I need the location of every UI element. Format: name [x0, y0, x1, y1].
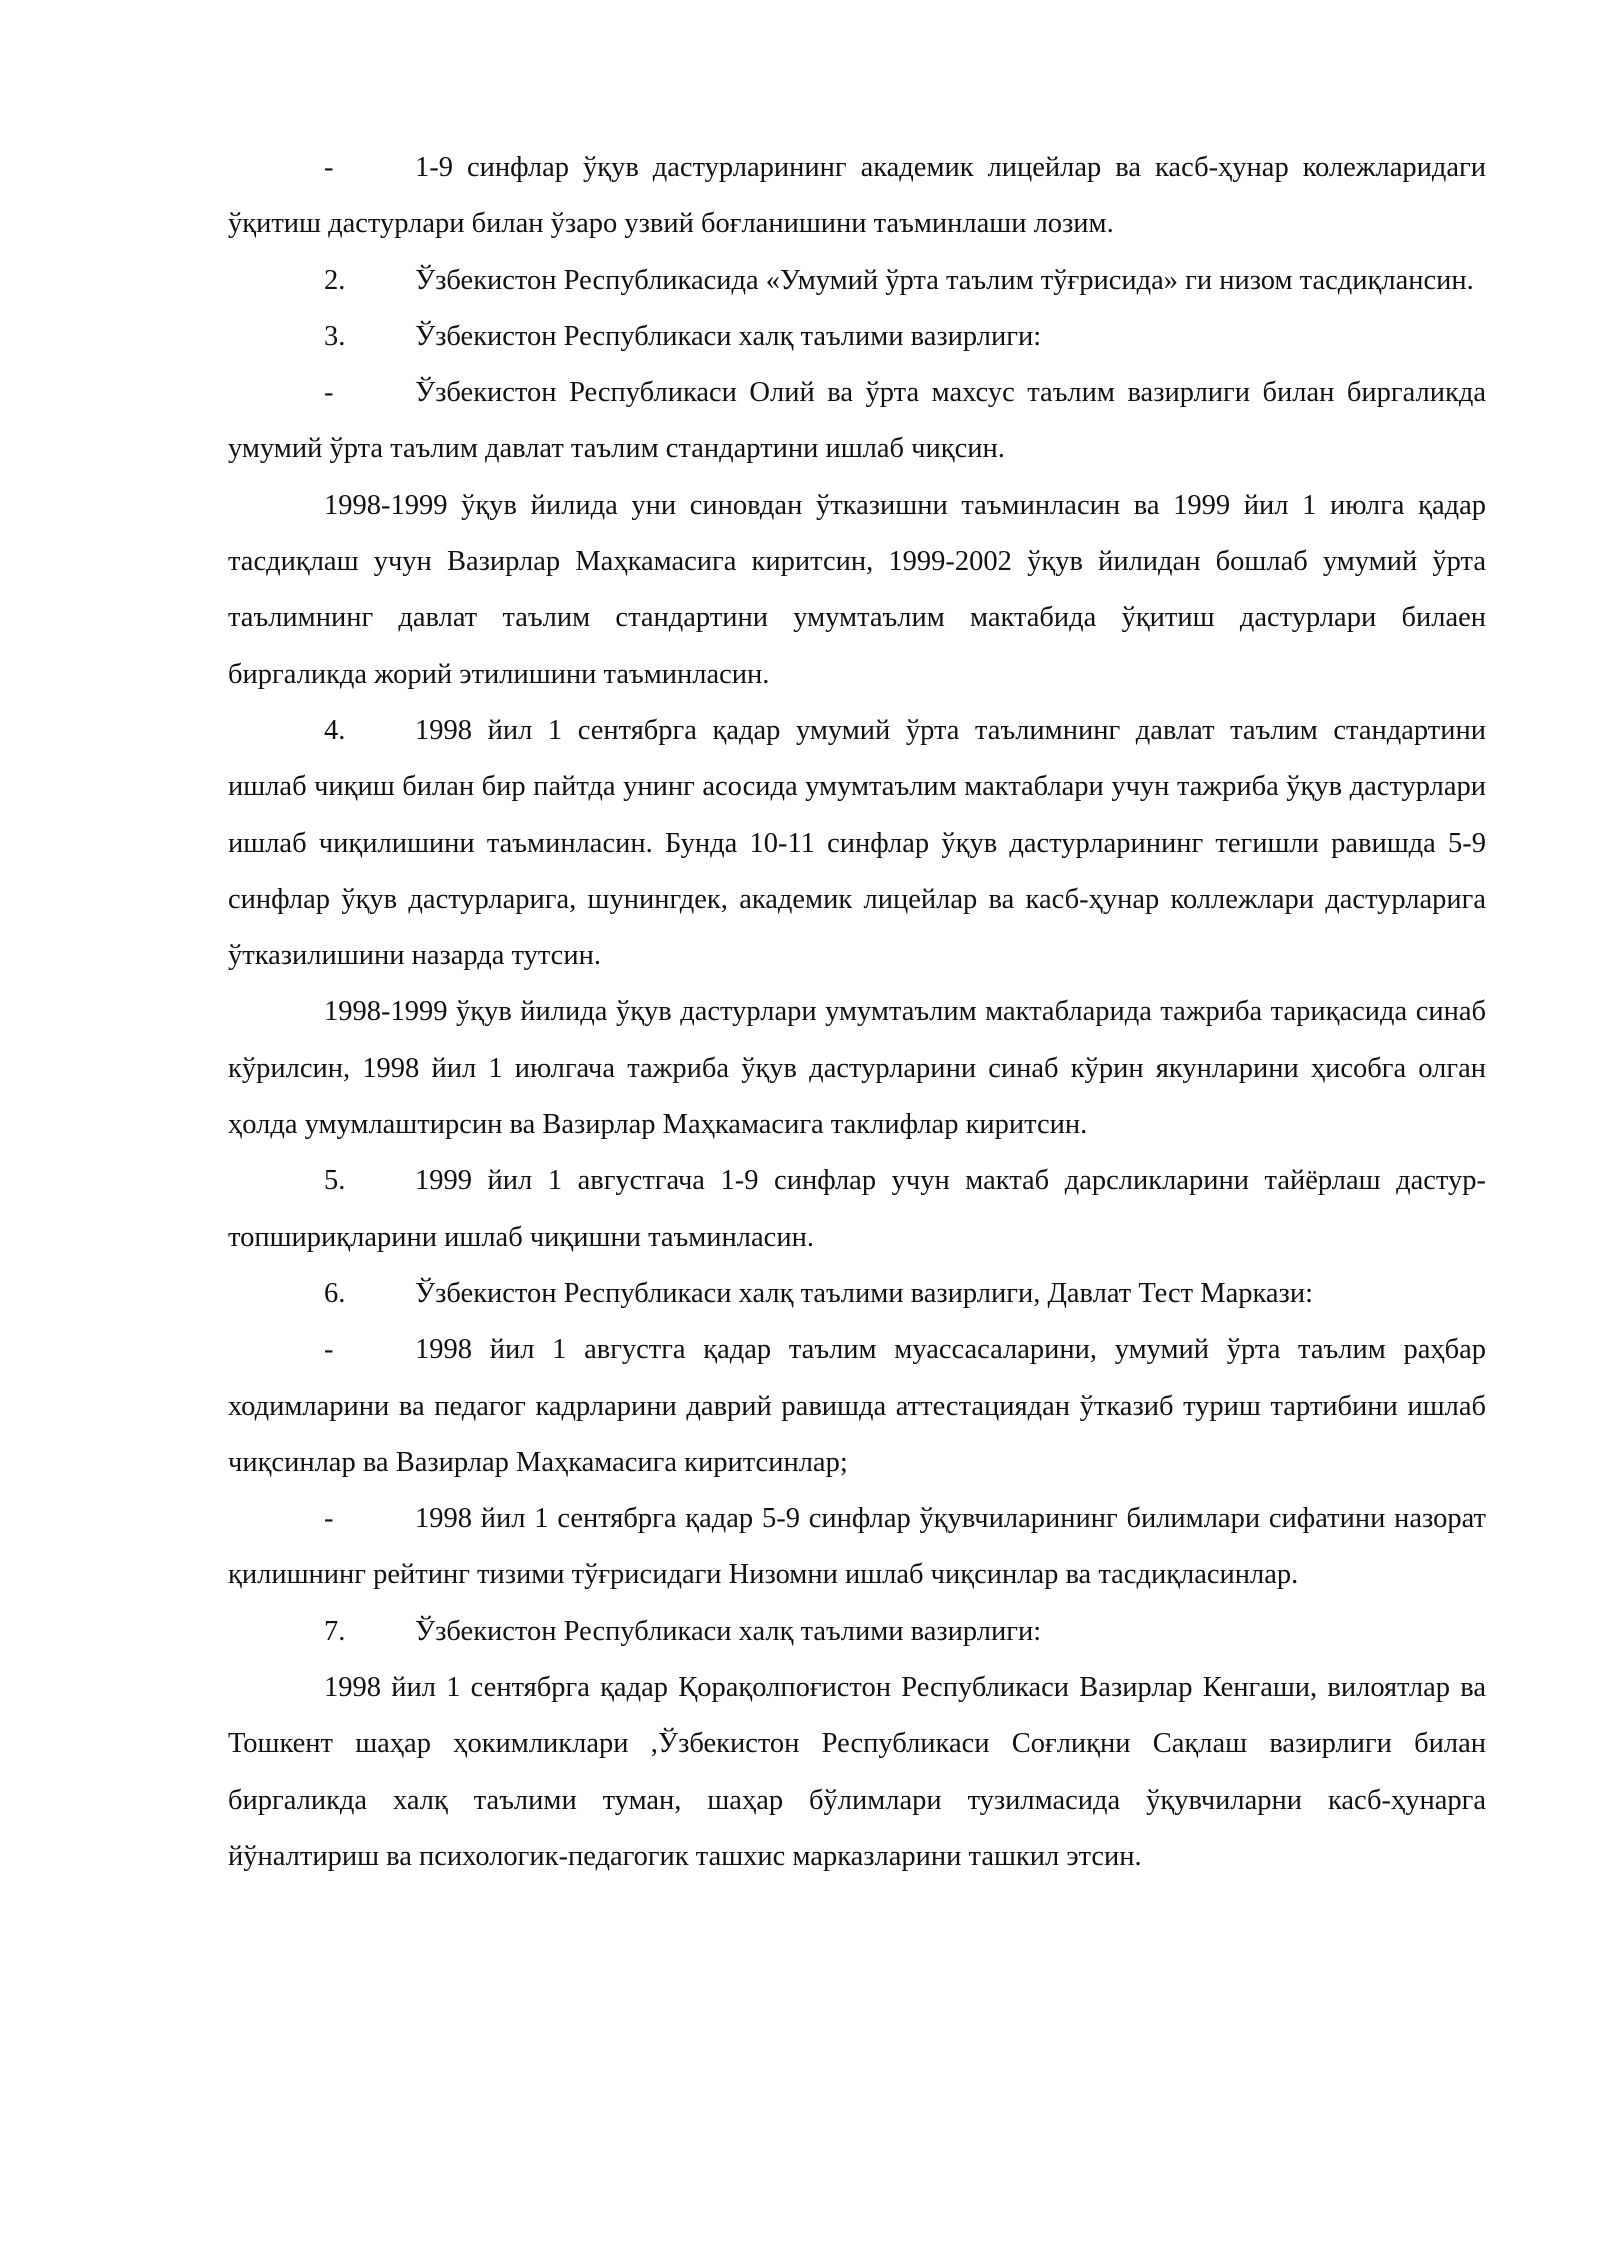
paragraph-5: 1998-1999 ўқув йилида уни синовдан ўтказишни таъминласин ва 1999 йил 1 июлга қадар тасдиқлаш учун Вазирлар Маҳкамасига киритсин, 1999-2002 ўқув йилидан бошлаб умумий ўрта таълимнинг давлат таълим стандартини умумтаълим мактабида ўқитиш дастурлари билаен биргаликда жорий этилишини таъминласин.: [228, 489, 1486, 690]
paragraph-text: Ўзбекистон Республикаси халқ таълими вазирлиги:: [415, 320, 1042, 352]
list-marker: 4.: [324, 714, 346, 746]
list-marker: 3.: [324, 320, 346, 352]
list-marker: -: [324, 152, 334, 183]
list-marker: 6.: [324, 1277, 346, 1309]
paragraph-13: 1998 йил 1 сентябрга қадар Қорақолпоғистон Республикаси Вазирлар Кенгаши, вилоятлар ва Тошкент шаҳар ҳокимликлари ,Ўзбекистон Республикаси Соғлиқни Сақлаш вазирлиги билан биргаликда халқ таълими туман, шаҳар бўлимлари тузилмасида ўқувчиларни касб-ҳунарга йўналтириш ва психологик-педагогик ташхис марказларини ташкил этсин.: [228, 1672, 1486, 1872]
paragraph-item-12: [228, 1604, 1486, 1660]
paragraph-text: Ўзбекистон Республикаси халқ таълими вазирлиги:: [415, 1615, 1042, 1647]
paragraph-item-1: [228, 140, 1486, 253]
paragraph-item-2: [228, 253, 1486, 309]
list-marker: -: [324, 1503, 334, 1535]
paragraph-text: Ўзбекистон Республикаси Олий ва ўрта махсус таълим вазирлиги билан биргаликда умумий ўрта таълим давлат таълим стандартини ишлаб чиқсин.: [228, 377, 1486, 465]
list-marker: 2.: [324, 264, 346, 296]
paragraph-item-11: [228, 1491, 1486, 1604]
paragraph-text: 1998 йил 1 августга қадар таълим муассасаларини, умумий ўрта таълим раҳбар ходимларини ва педагог кадрларини даврий равишда аттестациядан ўтказиб туриш тартибини ишлаб чиқсинлар ва Вазирлар Маҳкамасига киритсинлар;: [228, 1334, 1486, 1478]
paragraph-text: 1-9 синфлар ўқув дастурларининг академик лицейлар ва касб-ҳунар колежларидаги ўқитиш дастурлари билан ўзаро узвий боғланишини таъминлаши лозим.: [228, 152, 1486, 240]
paragraph-text: 1999 йил 1 августгача 1-9 синфлар учун мактаб дарсликларини тайёрлаш дастур-топшириқларини ишлаб чиқишни таъминласин.: [228, 1165, 1486, 1253]
paragraph-text: 1998 йил 1 сентябрга қадар 5-9 синфлар ўқувчиларининг билимлари сифатини назорат қилишнинг рейтинг тизими тўғрисидаги Низомни ишлаб чиқсинлар ва тасдиқласинлар.: [228, 1503, 1486, 1591]
paragraph-item-10: [228, 1322, 1486, 1491]
list-marker: 7.: [324, 1615, 346, 1647]
paragraph-item-6: [228, 703, 1486, 984]
paragraph-item-8: [228, 1153, 1486, 1266]
paragraph-text: Ўзбекистон Республикаси халқ таълими вазирлиги, Давлат Тест Маркази:: [415, 1277, 1313, 1309]
paragraph-item-4: [228, 365, 1486, 478]
paragraph-item-9: [228, 1266, 1486, 1322]
paragraph-text: Ўзбекистон Республикасида «Умумий ўрта таълим тўғрисида» ги низом тасдиқлансин.: [415, 264, 1474, 296]
list-marker: -: [324, 377, 334, 409]
list-marker: -: [324, 1334, 334, 1366]
paragraph-text: 1998 йил 1 сентябрга қадар умумий ўрта таълимнинг давлат таълим стандартини ишлаб чиқиш билан бир пайтда унинг асосида умумтаълим мактаблари учун тажриба ўқув дастурлари ишлаб чиқилишини таъминласин. Бунда 10-11 синфлар ўқув дастурларининг тегишли равишда 5-9 синфлар ўқув дастурларига, шунингдек, академик лицейлар ва касб-ҳунар коллежлари дастурларига ўтказилишини назарда тутсин.: [228, 714, 1486, 972]
paragraph-7: 1998-1999 ўқув йилида ўқув дастурлари умумтаълим мактабларида тажриба тариқасида синаб кўрилсин, 1998 йил 1 июлгача тажриба ўқув дастурларини синаб кўрин якунларини ҳисобга олган ҳолда умумлаштирсин ва Вазирлар Маҳкамасига таклифлар киритсин.: [228, 996, 1486, 1141]
document-page: [228, 140, 1486, 1885]
list-marker: 5.: [324, 1165, 346, 1197]
paragraph-item-3: [228, 309, 1486, 365]
